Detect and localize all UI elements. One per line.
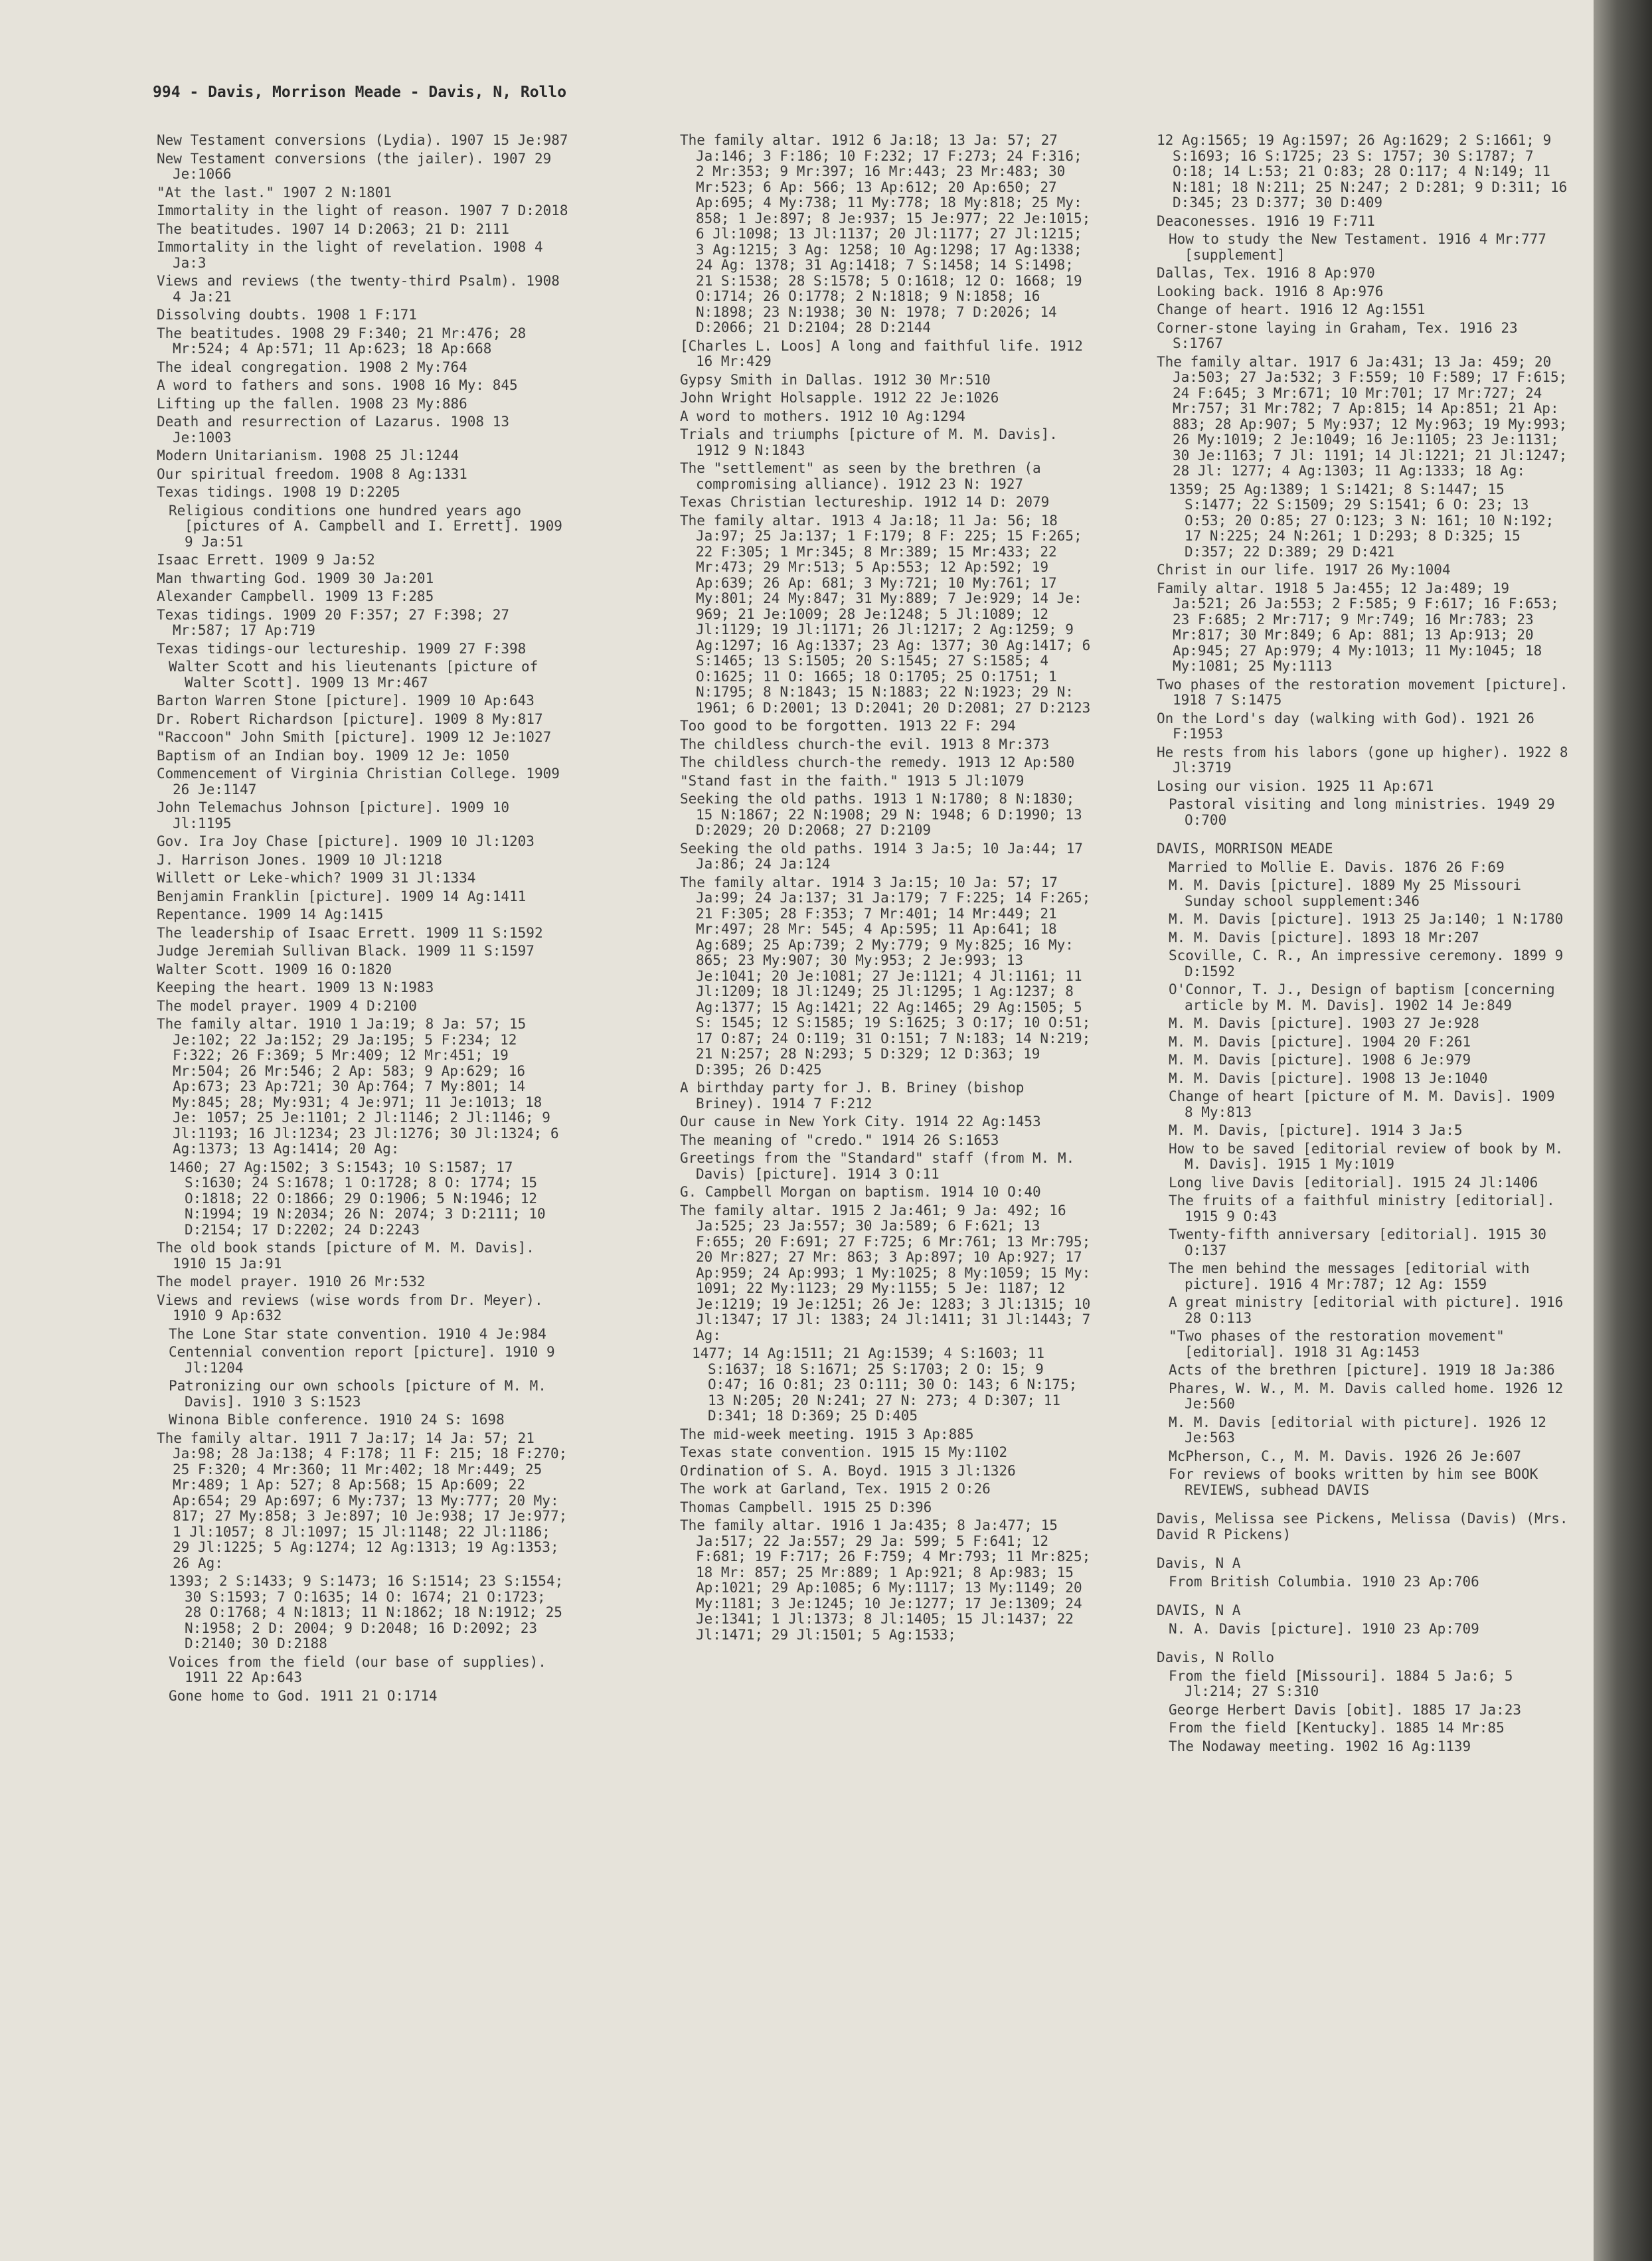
index-entry: Thomas Campbell. 1915 25 D:396 [680, 1499, 932, 1515]
index-entry: The ideal congregation. 1908 2 My:764 [157, 359, 467, 375]
index-entry: The leadership of Isaac Errett. 1909 11 S:1592 [157, 924, 543, 941]
index-entry: Change of heart. 1916 12 Ag:1551 [1157, 301, 1426, 317]
index-entry: George Herbert Davis [obit]. 1885 17 Ja:23 [1169, 1701, 1522, 1718]
index-entry: How to be saved [editorial review of book by M. M. Davis]. 1915 1 My:1019 [1169, 1140, 1572, 1172]
index-heading: DAVIS, MORRISON MEADE [1157, 841, 1333, 857]
index-entry: Dr. Robert Richardson [picture]. 1909 8 My:817 [157, 711, 543, 727]
index-entry: Corner-stone laying in Graham, Tex. 1916 23 S:1767 [1157, 319, 1527, 351]
index-entry: M. M. Davis [editorial with picture]. 1926 12 Je:563 [1169, 1414, 1555, 1446]
index-entry: Phares, W. W., M. M. Davis called home. 1926 12 Je:560 [1169, 1380, 1572, 1412]
index-entry: [Charles L. Loos] A long and faithful life. 1912 16 Mr:429 [680, 337, 1092, 369]
index-entry: Seeking the old paths. 1913 1 N:1780; 8 N:1830; 15 N:1867; 22 N:1908; 29 N: 1948; 6 D:1990; 13 D:2029; 20 D:2068; 27 D:2109 [680, 791, 1091, 838]
index-heading: DAVIS, N A [1157, 1602, 1241, 1618]
index-entry: Losing our vision. 1925 11 Ap:671 [1157, 778, 1434, 794]
index-entry: Keeping the heart. 1909 13 N:1983 [157, 979, 434, 995]
index-entry: New Testament conversions (the jailer). 1907 29 Je:1066 [157, 150, 560, 182]
index-entry: Our spiritual freedom. 1908 8 Ag:1331 [157, 465, 467, 482]
column-right [1157, 132, 1577, 1757]
index-entry: M. M. Davis, [picture]. 1914 3 Ja:5 [1169, 1122, 1463, 1138]
index-entry: Man thwarting God. 1909 30 Ja:201 [157, 570, 434, 586]
index-entry: Views and reviews (the twenty-third Psalm). 1908 4 Ja:21 [157, 273, 568, 305]
index-entry: Commencement of Virginia Christian College. 1909 26 Je:1147 [157, 766, 568, 797]
index-entry: Walter Scott and his lieutenants [picture of Walter Scott]. 1909 13 Mr:467 [169, 659, 546, 691]
index-entry: M. M. Davis [picture]. 1903 27 Je:928 [1169, 1015, 1479, 1031]
index-entry: The meaning of "credo." 1914 26 S:1653 [680, 1131, 999, 1148]
index-entry: Family altar. 1918 5 Ja:455; 12 Ja:489; 19 Ja:521; 26 Ja:553; 2 F:585; 9 F:617; 16 F:653; 23 F:685; 2 Mr:717; 9 Mr:749; 16 Mr:783; 23 Mr:817; 30 Mr:849; 6 Ap: 881; 13 Ap:913; 20 Ap:945; 27 Ap:979; 4 My:1013; 11 My:1045; 18 My:1081; 25 My:1113 [1157, 580, 1568, 674]
index-entry: A word to mothers. 1912 10 Ag:1294 [680, 408, 965, 424]
index-entry: M. M. Davis [picture]. 1904 20 F:261 [1169, 1033, 1471, 1050]
index-entry: "Raccoon" John Smith [picture]. 1909 12 Je:1027 [157, 729, 552, 745]
index-entry: Immortality in the light of reason. 1907 7 D:2018 [157, 203, 568, 218]
index-entry: The family altar. 1910 1 Ja:19; 8 Ja: 57; 15 Je:102; 22 Ja:152; 29 Ja:195; 5 F:234; 12 F:322; 26 F:369; 5 Mr:409; 12 Mr:451; 19 Mr:504; 26 Mr:546; 2 Ap: 583; 9 Ap:629; 16 Ap:673; 23 Ap:721; 30 Ap:764; 7 My:801; 14 My:845; 28; My:931; 4 Je:971; 11 Je:1013; 18 Je: 1057; 25 Je:1101; 2 Jl:1146; 2 Jl:1146; 9 Jl:1193; 16 Jl:1234; 23 Jl:1276; 30 Jl:1324; 6 Ag:1373; 13 Ag:1414; 20 Ag: [157, 1016, 568, 1157]
index-entry: The "settlement" as seen by the brethren (a compromising alliance). 1912 23 N: 1927 [680, 460, 1050, 492]
index-entry: Repentance. 1909 14 Ag:1415 [157, 906, 384, 922]
index-entry: Willett or Leke-which? 1909 31 Jl:1334 [157, 870, 476, 886]
index-entry: The Nodaway meeting. 1902 16 Ag:1139 [1169, 1738, 1471, 1754]
index-entry: "Stand fast in the faith." 1913 5 Jl:1079 [680, 772, 1025, 789]
index-entry: Winona Bible conference. 1910 24 S: 1698 [169, 1412, 505, 1428]
index-entry: Trials and triumphs [picture of M. M. Davis]. 1912 9 N:1843 [680, 426, 1066, 458]
index-entry: Seeking the old paths. 1914 3 Ja:5; 10 Ja:44; 17 Ja:86; 24 Ja:124 [680, 840, 1092, 872]
index-entry: From the field [Kentucky]. 1885 14 Mr:85 [1169, 1720, 1505, 1736]
index-entry: The men behind the messages [editorial with picture]. 1916 4 Mr:787; 12 Ag: 1559 [1169, 1260, 1538, 1292]
index-entry: John Telemachus Johnson [picture]. 1909 10 Jl:1195 [157, 799, 518, 831]
index-entry: Gov. Ira Joy Chase [picture]. 1909 10 Jl:1203 [157, 833, 535, 849]
index-entry: The model prayer. 1909 4 D:2100 [157, 997, 417, 1014]
index-entry: The childless church-the remedy. 1913 12 Ap:580 [680, 754, 1075, 770]
index-entry: Pastoral visiting and long ministries. 1949 29 O:700 [1169, 796, 1564, 828]
index-entry: A birthday party for J. B. Briney (bishop Briney). 1914 7 F:212 [680, 1080, 1033, 1112]
index-entry: Walter Scott. 1909 16 O:1820 [157, 961, 392, 977]
index-entry: 1393; 2 S:1433; 9 S:1473; 16 S:1514; 23 S:1554; 30 S:1593; 7 O:1635; 14 O: 1674; 21 O:1723; 28 O:1768; 4 N:1813; 11 N:1862; 18 N:1912; 25 N:1958; 2 D: 2004; 9 D:2048; 16 D:2092; 23 D:2140; 30 D:2188 [169, 1573, 572, 1651]
index-entry: Gone home to God. 1911 21 O:1714 [169, 1687, 438, 1704]
column-middle [680, 132, 1099, 1645]
index-entry: 12 Ag:1565; 19 Ag:1597; 26 Ag:1629; 2 S:1661; 9 S:1693; 16 S:1725; 23 S: 1757; 30 S:1787; 7 O:18; 14 L:53; 21 O:83; 28 O:117; 4 N:149; 11 N:181; 18 N:211; 25 N:247; 2 D:281; 9 D:311; 16 D:345; 23 D:377; 30 D:409 [1157, 132, 1576, 210]
index-entry: Lifting up the fallen. 1908 23 My:886 [157, 395, 467, 412]
index-entry: Dallas, Tex. 1916 8 Ap:970 [1157, 265, 1375, 281]
index-entry: Christ in our life. 1917 26 My:1004 [1157, 562, 1451, 578]
index-entry: M. M. Davis [picture]. 1908 13 Je:1040 [1169, 1070, 1488, 1086]
index-entry: The Lone Star state convention. 1910 4 Je:984 [169, 1325, 546, 1342]
index-entry: 1477; 14 Ag:1511; 21 Ag:1539; 4 S:1603; 11 S:1637; 18 S:1671; 25 S:1703; 2 O: 15; 9 O:47; 16 O:81; 23 O:111; 30 O: 143; 6 N:175; 13 N:205; 20 N:241; 27 N: 273; 4 D:307; 11 D:341; 18 D:369; 25 D:405 [692, 1345, 1086, 1424]
index-entry: Texas tidings. 1909 20 F:357; 27 F:398; 27 Mr:587; 17 Ap:719 [157, 606, 518, 638]
index-entry: Change of heart [picture of M. M. Davis]. 1909 8 My:813 [1169, 1088, 1564, 1120]
index-heading: Davis, N A [1157, 1555, 1241, 1571]
index-entry: Death and resurrection of Lazarus. 1908 13 Je:1003 [157, 414, 518, 446]
index-entry: Religious conditions one hundred years ago [pictures of A. Campbell and I. Errett]. 1909 9 Ja:51 [169, 502, 571, 550]
index-entry: Voices from the field (our base of supplies). 1911 22 Ap:643 [169, 1653, 555, 1685]
index-entry: Immortality in the light of revelation. 1908 4 Ja:3 [157, 239, 552, 271]
page-header: 994 - Davis, Morrison Meade - Davis, N, Rollo [153, 84, 567, 101]
index-entry: The old book stands [picture of M. M. Davis]. 1910 15 Ja:91 [157, 1240, 543, 1272]
index-entry: The fruits of a faithful ministry [editorial]. 1915 9 O:43 [1169, 1193, 1564, 1224]
index-heading: Davis, Melissa see Pickens, Melissa (Davis) (Mrs. David R Pickens) [1157, 1511, 1577, 1543]
index-entry: Married to Mollie E. Davis. 1876 26 F:69 [1169, 859, 1505, 875]
index-entry: The beatitudes. 1907 14 D:2063; 21 D: 2111 [157, 220, 510, 237]
index-entry: The work at Garland, Tex. 1915 2 O:26 [680, 1481, 991, 1497]
index-entry: The family altar. 1915 2 Ja:461; 9 Ja: 492; 16 Ja:525; 23 Ja:557; 30 Ja:589; 6 F:621; 13 F:655; 20 F:691; 27 F:725; 6 Mr:761; 13 Mr:795; 20 Mr:827; 27 Mr: 863; 3 Ap:897; 10 Ap:927; 17 Ap:959; 24 Ap:993; 1 My:1025; 8 My:1059; 15 My: 1091; 22 My:1123; 29 My:1155; 5 Je: 1187; 12 Je:1219; 19 Je:1251; 26 Je: 1283; 3 Jl:1315; 10 Jl:1347; 17 Jl: 1383; 24 Jl:1411; 31 Jl:1443; 7 Ag: [680, 1202, 1099, 1343]
index-entry: Texas state convention. 1915 15 My:1102 [680, 1444, 1008, 1460]
index-entry: The model prayer. 1910 26 Mr:532 [157, 1274, 426, 1290]
index-entry: Benjamin Franklin [picture]. 1909 14 Ag:1411 [157, 888, 527, 904]
book-spine-shadow [1594, 0, 1652, 2261]
index-entry: The beatitudes. 1908 29 F:340; 21 Mr:476; 28 Mr:524; 4 Ap:571; 11 Ap:623; 18 Ap:668 [157, 325, 535, 357]
index-entry: The mid-week meeting. 1915 3 Ap:885 [680, 1426, 974, 1442]
index-entry: Views and reviews (wise words from Dr. Meyer). 1910 9 Ap:632 [157, 1292, 552, 1323]
index-heading: Davis, N Rollo [1157, 1649, 1275, 1665]
index-entry: M. M. Davis [picture]. 1889 My 25 Missouri Sunday school supplement:346 [1169, 877, 1530, 909]
index-entry: A great ministry [editorial with picture]. 1916 28 O:113 [1169, 1294, 1572, 1326]
index-entry: 1359; 25 Ag:1389; 1 S:1421; 8 S:1447; 15 S:1477; 22 S:1509; 29 S:1541; 6 O: 23; 13 O:53; 20 O:85; 27 O:123; 3 N: 161; 10 N:192; 17 N:225; 24 N:261; 1 D:293; 8 D:325; 15 D:357; 22 D:389; 29 D:421 [1169, 481, 1562, 560]
index-entry: John Wright Holsapple. 1912 22 Je:1026 [680, 390, 999, 406]
index-entry: The family altar. 1917 6 Ja:431; 13 Ja: 459; 20 Ja:503; 27 Ja:532; 3 F:559; 10 F:589; 17 F:615; 24 F:645; 3 Mr:671; 10 Mr:701; 17 Mr:727; 24 Mr:757; 31 Mr:782; 7 Ap:815; 14 Ap:851; 21 Ap: 883; 28 Ap:907; 5 My:937; 12 My:963; 19 My:993; 26 My:1019; 2 Je:1049; 16 Je:1105; 23 Je:1131; 30 Je:1163; 7 Jl: 1191; 14 Jl:1221; 21 Jl:1247; 28 Jl: 1277; 4 Ag:1303; 11 Ag:1333; 18 Ag: [1157, 353, 1576, 479]
index-entry: The family altar. 1911 7 Ja:17; 14 Ja: 57; 21 Ja:98; 28 Ja:138; 4 F:178; 11 F: 215; 18 F:270; 25 F:320; 4 Mr:360; 11 Mr:402; 18 Mr:449; 25 Mr:489; 1 Ap: 527; 8 Ap:568; 15 Ap:609; 22 Ap:654; 29 Ap:697; 6 My:737; 13 My:777; 20 My: 817; 27 My:858; 3 Je:897; 10 Je:938; 17 Je:977; 1 Jl:1057; 8 Jl:1097; 15 Jl:1148; 22 Jl:1186; 29 Jl:1225; 5 Ag:1274; 12 Ag:1313; 19 Ag:1353; 26 Ag: [157, 1430, 576, 1571]
index-entry: 1460; 27 Ag:1502; 3 S:1543; 10 S:1587; 17 S:1630; 24 S:1678; 1 O:1728; 8 O: 1774; 15 O:1818; 22 O:1866; 29 O:1906; 5 N:1946; 12 N:1994; 19 N:2034; 26 N: 2074; 3 D:2111; 10 D:2154; 17 D:2202; 24 D:2243 [169, 1159, 554, 1238]
index-entry: Scoville, C. R., An impressive ceremony. 1899 9 D:1592 [1169, 948, 1572, 979]
index-entry: G. Campbell Morgan on baptism. 1914 10 O:40 [680, 1184, 1041, 1200]
index-entry: McPherson, C., M. M. Davis. 1926 26 Je:607 [1169, 1448, 1522, 1464]
index-entry: Texas tidings. 1908 19 D:2205 [157, 484, 400, 500]
index-entry: "Two phases of the restoration movement" [editorial]. 1918 31 Ag:1453 [1169, 1328, 1513, 1360]
index-entry: Texas Christian lectureship. 1912 14 D: 2079 [680, 494, 1050, 510]
index-entry: Judge Jeremiah Sullivan Black. 1909 11 S:1597 [157, 943, 535, 959]
index-entry: Ordination of S. A. Boyd. 1915 3 Jl:1326 [680, 1462, 1016, 1479]
index-entry: J. Harrison Jones. 1909 10 Jl:1218 [157, 851, 442, 868]
index-entry: M. M. Davis [picture]. 1913 25 Ja:140; 1 N:1780 [1169, 911, 1564, 927]
index-entry: The family altar. 1914 3 Ja:15; 10 Ja: 57; 17 Ja:99; 24 Ja:137; 31 Ja:179; 7 F:225; 14 F:265; 21 F:305; 28 F:353; 7 Mr:401; 14 Mr:449; 21 Mr:497; 28 Mr: 545; 4 Ap:595; 11 Ap:641; 18 Ag:689; 25 Ap:739; 2 My:779; 9 My:825; 16 My: 865; 23 My:907; 30 My:953; 2 Je:993; 13 Je:1041; 20 Je:1081; 27 Je:1121; 4 Jl:1161; 11 Jl:1209; 18 Jl:1249; 25 Jl:1295; 1 Ag:1237; 8 Ag:1377; 15 Ag:1421; 22 Ag:1465; 29 Ag:1505; 5 S: 1545; 12 S:1585; 19 S:1625; 3 O:17; 10 O:51; 17 O:87; 24 O:119; 31 O:151; 7 N:183; 14 N:219; 21 N:257; 28 N:293; 5 D:329; 12 D:363; 19 D:395; 26 D:425 [680, 874, 1099, 1078]
index-entry: Isaac Errett. 1909 9 Ja:52 [157, 552, 375, 568]
index-entry: M. M. Davis [picture]. 1893 18 Mr:207 [1169, 929, 1479, 946]
index-entry: Two phases of the restoration movement [picture]. 1918 7 S:1475 [1157, 676, 1577, 708]
index-entry: Baptism of an Indian boy. 1909 12 Je: 1050 [157, 747, 510, 764]
index-entry: New Testament conversions (Lydia). 1907 15 Je:987 [157, 132, 568, 148]
index-entry: For reviews of books written by him see BOOK REVIEWS, subhead DAVIS [1169, 1466, 1546, 1498]
index-entry: Dissolving doubts. 1908 1 F:171 [157, 307, 417, 323]
index-entry: Centennial convention report [picture]. 1910 9 Jl:1204 [169, 1344, 564, 1376]
index-entry: Alexander Campbell. 1909 13 F:285 [157, 588, 434, 604]
index-entry: Our cause in New York City. 1914 22 Ag:1453 [680, 1114, 1041, 1130]
index-entry: From the field [Missouri]. 1884 5 Ja:6; 5 Jl:214; 27 S:310 [1169, 1667, 1522, 1699]
index-entry: The childless church-the evil. 1913 8 Mr:373 [680, 736, 1050, 752]
index-entry: Modern Unitarianism. 1908 25 Jl:1244 [157, 448, 459, 463]
index-entry: How to study the New Testament. 1916 4 Mr:777 [supplement] [1169, 231, 1555, 263]
index-entry: On the Lord's day (walking with God). 1921 26 F:1953 [1157, 710, 1543, 742]
index-entry: Acts of the brethren [picture]. 1919 18 Ja:386 [1169, 1362, 1555, 1378]
index-entry: From British Columbia. 1910 23 Ap:706 [1169, 1573, 1479, 1590]
index-entry: Greetings from the "Standard" staff (from M. M. Davis) [picture]. 1914 3 O:11 [680, 1150, 1083, 1182]
index-entry: A word to fathers and sons. 1908 16 My: 845 [157, 377, 518, 393]
index-entry: M. M. Davis [picture]. 1908 6 Je:979 [1169, 1052, 1471, 1068]
index-entry: The family altar. 1912 6 Ja:18; 13 Ja: 57; 27 Ja:146; 3 F:186; 10 F:232; 17 F:273; 24 F:316; 2 Mr:353; 9 Mr:397; 16 Mr:443; 23 Mr:483; 30 Mr:523; 6 Ap: 566; 13 Ap:612; 20 Ap:650; 27 Ap:695; 4 My:738; 11 My:778; 18 My:818; 25 My: 858; 1 Je:897; 8 Je:937; 15 Je:977; 22 Je:1015; 6 Jl:1098; 13 Jl:1137; 20 Jl:1177; 27 Jl:1215; 3 Ag:1215; 3 Ag: 1258; 10 Ag:1298; 17 Ag:1338; 24 Ag: 1378; 31 Ag:1418; 7 S:1458; 14 S:1498; 21 S:1538; 28 S:1578; 5 O:1618; 12 O: 1668; 19 O:1714; 26 O:1778; 2 N:1818; 9 N:1858; 16 N:1898; 23 N:1938; 30 N: 1978; 7 D:2026; 14 D:2066; 21 D:2104; 28 D:2144 [680, 132, 1099, 335]
index-entry: N. A. Davis [picture]. 1910 23 Ap:709 [1169, 1620, 1479, 1637]
index-entry: He rests from his labors (gone up higher). 1922 8 Jl:3719 [1157, 744, 1577, 776]
column-left [157, 132, 576, 1707]
index-entry: Long live Davis [editorial]. 1915 24 Jl:1406 [1169, 1174, 1538, 1191]
index-entry: O'Connor, T. J., Design of baptism [concerning article by M. M. Davis]. 1902 14 Je:849 [1169, 981, 1564, 1013]
index-entry: Gypsy Smith in Dallas. 1912 30 Mr:510 [680, 371, 991, 388]
index-entry: Twenty-fifth anniversary [editorial]. 1915 30 O:137 [1169, 1226, 1555, 1258]
index-entry: Deaconesses. 1916 19 F:711 [1157, 212, 1375, 229]
index-entry: Texas tidings-our lectureship. 1909 27 F:398 [157, 640, 527, 657]
index-entry: Barton Warren Stone [picture]. 1909 10 Ap:643 [157, 693, 535, 709]
index-entry: The family altar. 1916 1 Ja:435; 8 Ja:477; 15 Ja:517; 22 Ja:557; 29 Ja: 599; 5 F:641; 12 F:681; 19 F:717; 26 F:759; 4 Mr:793; 11 Mr:825; 18 Mr: 857; 25 Mr:889; 1 Ap:921; 8 Ap:983; 15 Ap:1021; 29 Ap:1085; 6 My:1117; 13 My:1149; 20 My:1181; 3 Je:1245; 10 Je:1277; 17 Je:1309; 24 Je:1341; 1 Jl:1373; 8 Jl:1405; 15 Jl:1437; 22 Jl:1471; 29 Jl:1501; 5 Ag:1533; [680, 1517, 1099, 1643]
index-entry: Too good to be forgotten. 1913 22 F: 294 [680, 718, 1016, 734]
index-entry: Looking back. 1916 8 Ap:976 [1157, 283, 1384, 299]
index-entry: The family altar. 1913 4 Ja:18; 11 Ja: 56; 18 Ja:97; 25 Ja:137; 1 F:179; 8 F: 225; 15 F:265; 22 F:305; 1 Mr:345; 8 Mr:389; 15 Mr:433; 22 Mr:473; 29 Mr:513; 5 Ap:553; 12 Ap:592; 19 Ap:639; 26 Ap: 681; 3 My:721; 10 My:761; 17 My:801; 24 My:847; 31 My:889; 7 Je:929; 14 Je: 969; 21 Je:1009; 28 Je:1248; 5 Jl:1089; 12 Jl:1129; 19 Jl:1171; 26 Jl:1217; 2 Ag:1259; 9 Ag:1297; 16 Ag:1337; 23 Ag: 1377; 30 Ag:1417; 6 S:1465; 13 S:1505; 20 S:1545; 27 S:1585; 4 O:1625; 11 O: 1665; 18 O:1705; 25 O:1751; 1 N:1795; 8 N:1843; 15 N:1883; 22 N:1923; 29 N: 1961; 6 D:2001; 13 D:2041; 20 D:2081; 27 D:2123 [680, 512, 1099, 716]
index-entry: "At the last." 1907 2 N:1801 [157, 184, 392, 201]
index-entry: Patronizing our own schools [picture of M. M. Davis]. 1910 3 S:1523 [169, 1378, 555, 1410]
